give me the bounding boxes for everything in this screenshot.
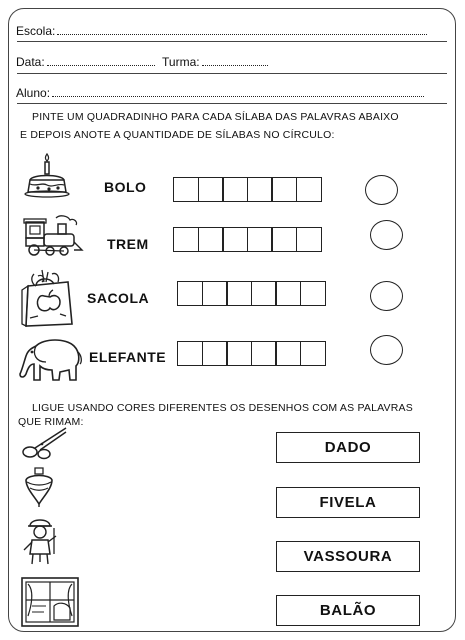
- class-blank[interactable]: [202, 65, 268, 66]
- syllable-box[interactable]: [226, 341, 252, 366]
- scissors-icon: [20, 424, 70, 460]
- syllable-boxes-sacola: [177, 281, 326, 306]
- soldier-icon: [20, 514, 60, 566]
- bag-icon: [20, 268, 78, 330]
- syllable-box[interactable]: [202, 281, 228, 306]
- syllable-boxes-elefante: [177, 341, 326, 366]
- syllable-count-circle-trem[interactable]: [370, 220, 403, 250]
- word-trem: TREM: [107, 236, 149, 252]
- rhyme-word-dado[interactable]: DADO: [276, 432, 420, 463]
- syllable-box[interactable]: [271, 177, 297, 202]
- syllable-box[interactable]: [173, 177, 199, 202]
- section1-instruction-line2: E DEPOIS ANOTE A QUANTIDADE DE SÍLABAS NO CÍRCULO:: [20, 129, 335, 141]
- section1-instruction-line1: PINTE UM QUADRADINHO PARA CADA SÍLABA DAS PALAVRAS ABAIXO: [32, 111, 399, 123]
- syllable-box[interactable]: [173, 227, 199, 252]
- date-field: [16, 55, 268, 69]
- section2-instruction-line1: LIGUE USANDO CORES DIFERENTES OS DESENHOS COM AS PALAVRAS: [32, 402, 413, 414]
- word-elefante: ELEFANTE: [89, 349, 167, 365]
- syllable-box[interactable]: [296, 227, 322, 252]
- student-field: [16, 86, 424, 100]
- syllable-box[interactable]: [271, 227, 297, 252]
- syllable-box[interactable]: [177, 341, 203, 366]
- date-blank[interactable]: [47, 65, 155, 66]
- header-divider: [17, 73, 447, 74]
- train-icon: [20, 212, 84, 260]
- word-sacola: SACOLA: [87, 290, 150, 306]
- syllable-box[interactable]: [275, 281, 301, 306]
- syllable-box[interactable]: [198, 227, 224, 252]
- school-blank[interactable]: [57, 34, 427, 35]
- syllable-count-circle-sacola[interactable]: [370, 281, 403, 311]
- rhyme-word-vassoura[interactable]: VASSOURA: [276, 541, 420, 572]
- syllable-box[interactable]: [247, 177, 273, 202]
- rhyme-word-fivela[interactable]: FIVELA: [276, 487, 420, 518]
- word-bolo: BOLO: [104, 179, 147, 195]
- syllable-box[interactable]: [177, 281, 203, 306]
- school-field: [16, 24, 427, 38]
- student-blank[interactable]: [52, 96, 424, 97]
- syllable-box[interactable]: [275, 341, 301, 366]
- syllable-box[interactable]: [226, 281, 252, 306]
- syllable-box[interactable]: [198, 177, 224, 202]
- syllable-box[interactable]: [251, 281, 277, 306]
- syllable-box[interactable]: [296, 177, 322, 202]
- section2-instruction-line2: QUE RIMAM:: [18, 416, 84, 428]
- class-label: Turma:: [162, 55, 200, 69]
- syllable-box[interactable]: [251, 341, 277, 366]
- window-icon: [20, 576, 80, 628]
- syllable-count-circle-bolo[interactable]: [365, 175, 398, 205]
- cake-icon: [22, 150, 72, 200]
- school-label: Escola:: [16, 24, 56, 38]
- syllable-box[interactable]: [300, 341, 326, 366]
- header-divider: [17, 103, 447, 104]
- syllable-boxes-bolo: [173, 177, 322, 202]
- spinning-top-icon: [22, 466, 56, 508]
- rhyme-word-balao[interactable]: BALÃO: [276, 595, 420, 626]
- syllable-box[interactable]: [222, 177, 248, 202]
- syllable-box[interactable]: [202, 341, 228, 366]
- syllable-box[interactable]: [247, 227, 273, 252]
- syllable-count-circle-elefante[interactable]: [370, 335, 403, 365]
- header-divider: [17, 41, 447, 42]
- student-label: Aluno:: [16, 86, 51, 100]
- syllable-box[interactable]: [300, 281, 326, 306]
- date-label: Data:: [16, 55, 45, 69]
- elephant-icon: [16, 334, 86, 386]
- syllable-boxes-trem: [173, 227, 322, 252]
- syllable-box[interactable]: [222, 227, 248, 252]
